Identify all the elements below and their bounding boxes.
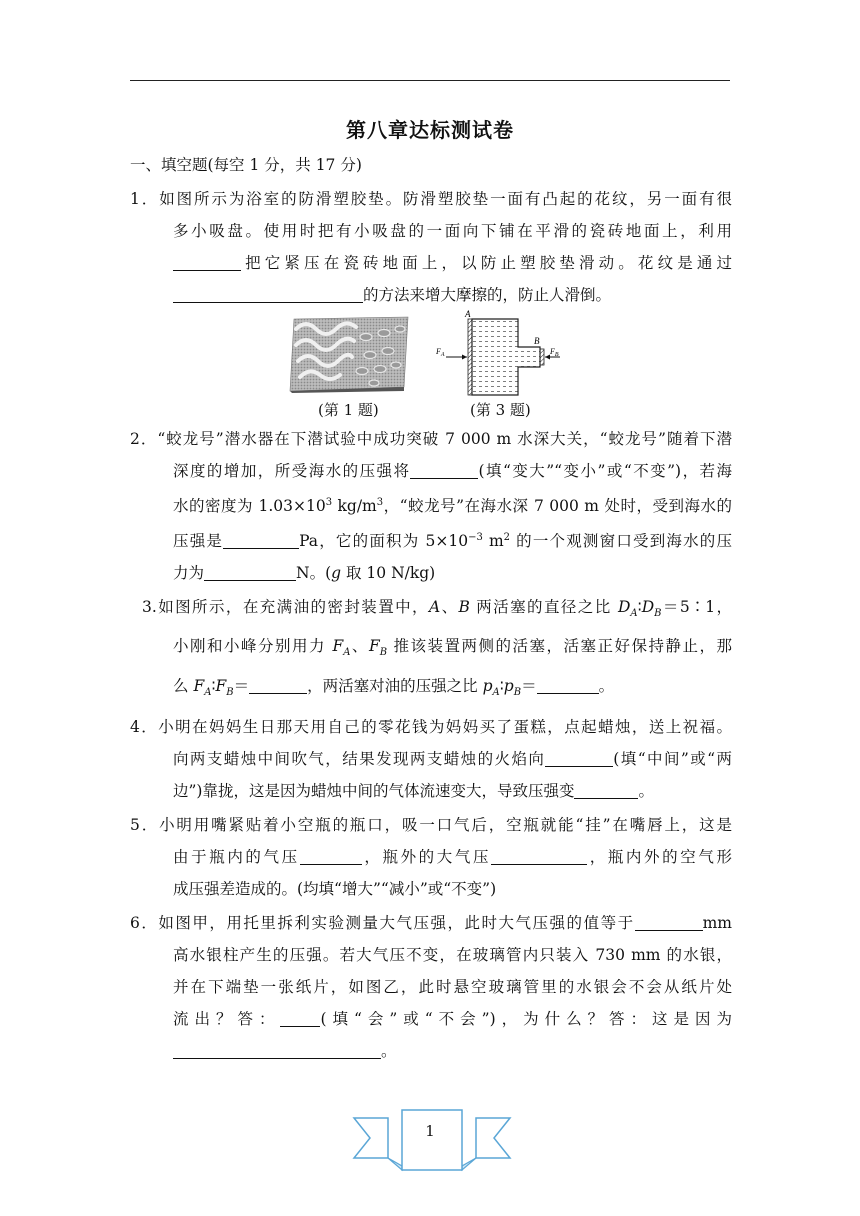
figure-3-caption: (第 3 题) [470,401,531,419]
question-1 [130,183,732,311]
q5-line-2: 由于瓶内的气压 ，瓶外的大气压 ，瓶内外的空气形 [173,847,732,866]
answer-blank[interactable] [545,750,613,767]
label-fa: $F_A$ [436,347,445,358]
q1-line-1: 1．如图所示为浴室的防滑塑胶垫。防滑塑胶垫一面有凸起的花纹，另一面有很 [130,190,732,208]
piston-b [540,349,544,365]
answer-blank[interactable] [574,782,638,799]
answer-blank[interactable] [173,254,241,271]
answer-blank[interactable] [635,914,703,931]
q5-line-1: 5．小明用嘴紧贴着小空瓶的瓶口，吸一口气后，空瓶就能“挂”在嘴唇上，这是 [130,815,732,834]
figure-1-caption: (第 1 题) [318,401,379,419]
q6-line-3: 并在下端垫一张纸片，如图乙，此时悬空玻璃管里的水银会不会从纸片处 [173,977,732,996]
piston-a [468,319,472,395]
label-fb: $F_B$ [550,347,559,358]
q5-line-3: 成压强差造成的。(均填“增大”“减小”或“不变”) [173,879,497,898]
q4-line-1: 4．小明在妈妈生日那天用自己的零花钱为妈妈买了蛋糕，点起蜡烛，送上祝福。 [130,717,732,736]
q2-line-1: 2．“蛟龙号”潜水器在下潜试验中成功突破 7 000 m 水深大关，“蛟龙号”随着下潜 [130,430,732,448]
header-rule [130,80,730,81]
q4-line-3: 边”)靠拢，这是因为蜡烛中间的气体流速变大，导致压强变 。 [173,781,654,800]
answer-blank[interactable] [280,1010,320,1027]
q6-line-1: 6．如图甲，用托里拆利实验测量大气压强，此时大气压强的值等于 mm [130,913,732,932]
q3-line-2: 小刚和小峰分别用力 $F_A$、$F_B$ 推该装置两侧的活塞，活塞正好保持静止，那 [173,637,732,659]
q2-line-5: 力为 N。(g 取 10 N/kg) [173,564,436,583]
section-heading: 一、填空题(每空 1 分，共 17 分) [130,156,362,174]
answer-blank[interactable] [173,286,363,303]
label-b: B [534,336,540,346]
question-2 [130,423,732,589]
q3-line-1: 3.如图所示，在充满油的密封装置中，A、B 两活塞的直径之比 $D_A∶D_B=5∶1$， [142,598,732,620]
label-a: A [465,309,471,319]
answer-blank[interactable] [223,532,299,549]
page-number-ribbon [350,1108,514,1178]
answer-blank[interactable] [410,462,478,479]
answer-blank[interactable] [491,848,587,865]
q6-line-2: 高水银柱产生的压强。若大气压不变，在玻璃管内只装入 730 mm 的水银， [173,945,732,964]
hydraulic-device-figure [436,309,566,399]
answer-blank[interactable] [173,1042,381,1059]
q1-line-4: 的方法来增大摩擦的，防止人滑倒。 [130,279,732,311]
q6-line-5: 。 [130,1035,732,1067]
exam-content [130,153,732,1069]
question-3 [130,591,732,708]
anti-slip-mat-figure [288,315,410,393]
figures-row [130,309,732,423]
q3-line-3: 么 $F_A∶F_B=$ ，两活塞对油的压强之比 $p_A∶p_B=$ 。 [173,676,615,698]
answer-blank[interactable] [249,677,307,694]
page-number: 1 [425,1122,435,1140]
q2-line-2: 深度的增加，所受海水的压强将 (填“变大”“变小”或“不变”)，若海 [173,462,732,480]
answer-blank[interactable] [204,564,296,581]
page-title: 第八章达标测试卷 [346,118,514,142]
answer-blank[interactable] [537,677,599,694]
q2-line-3: 水的密度为 $1.03\times 10^3$ $kg/m^3$，“蛟龙号”在海水深 7 000 m 处时，受到海水的 [173,497,732,516]
question-4 [130,711,732,807]
q2-line-4: 压强是 Pa，它的面积为 $5\times 10^{-3}$ $m^2$ 的一个观测窗口受到海水的压 [173,532,732,551]
q1-line-2: 多小吸盘。使用时把有小吸盘的一面向下铺在平滑的瓷砖地面上，利用 [173,222,732,240]
q1-line-3: 把它紧压在瓷砖地面上，以防止塑胶垫滑动。花纹是通过 [130,247,732,279]
question-5 [130,809,732,905]
q6-line-4: 流出？答： (填“会”或“不会”)，为什么？答：这是因为 [173,1009,732,1028]
q4-line-2: 向两支蜡烛中间吹气，结果发现两支蜡烛的火焰向 (填“中间”或“两 [173,749,732,768]
question-6 [130,907,732,1067]
answer-blank[interactable] [300,848,362,865]
